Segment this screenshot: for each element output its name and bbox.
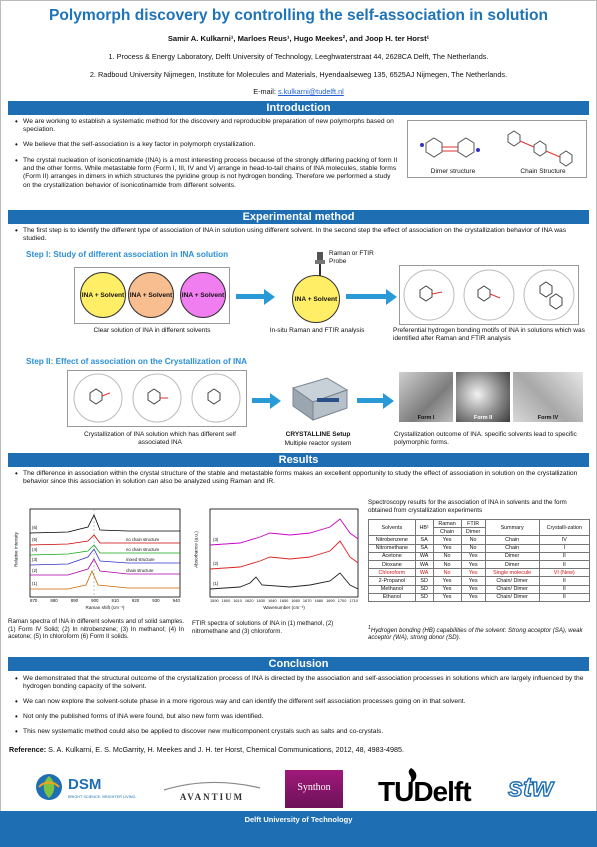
cell: SA: [415, 544, 433, 552]
probe-label: Raman or FTIR Probe: [329, 250, 374, 265]
arrow-right-icon-3: [270, 393, 281, 409]
results-bullet: • The difference in association within the crystal structure of the stable and metastable forms makes an excellent opportunity to study the effect of association in solution on the crystallization behavior since this association in solution can also be analyzed using Raman and IR.: [14, 470, 586, 486]
caption-motifs: Preferential hydrogen bonding motifs of INA in solutions which was identified after Raman and FTIR analysis: [393, 327, 585, 342]
cell: SD: [415, 577, 433, 585]
arrow-right-icon-2: [386, 289, 397, 305]
table-row: [369, 577, 590, 585]
table-row: [369, 560, 590, 568]
cell: Chain/ Dimer: [485, 585, 539, 593]
form-label-3: Form IV: [537, 415, 559, 421]
dsm-logo: [34, 770, 137, 806]
raman-tick: 880: [50, 598, 58, 603]
raman-series-label-6: (6): [32, 525, 38, 530]
cell: No: [433, 552, 461, 560]
raman-chart: [8, 497, 184, 615]
affiliation-1: 1. Process & Energy Laboratory, Delft University of Technology, Leeghwaterstraat 44, 2628CA Delft, The Netherlands.: [108, 52, 489, 61]
raman-tick: 890: [70, 598, 79, 603]
ftir-tick: 1660: [291, 598, 300, 603]
cell: VI (New): [539, 569, 589, 577]
intro-heading: Introduction: [8, 101, 589, 115]
table-note-text: Hydrogen bonding (HB) capabilities of the solvent: Strong acceptor (SA), weak acceptor (WA), strong donor (SD).: [368, 627, 583, 642]
ftir-series-2: [210, 541, 358, 569]
th-solvents: Solvents: [369, 520, 416, 536]
conclusion-bullet-3: • Not only the published forms of INA were found, but also new form was identified.: [14, 713, 586, 721]
footer-bar: [0, 811, 597, 847]
cell: No: [461, 536, 485, 544]
raman-series-6: [30, 515, 180, 533]
cell: Dimer: [485, 552, 539, 560]
ftir-tick: 1700: [337, 598, 347, 603]
conclusion-bullet-4: • This new systematic method could also be applied to discover new multicomponent crystals such as salts and co-crystals.: [14, 728, 586, 736]
cell: Yes: [461, 585, 485, 593]
step-1-title: Step I: Study of different association in INA solution: [26, 250, 229, 259]
cell: No: [461, 544, 485, 552]
cell: IV: [539, 536, 589, 544]
table-row: [369, 544, 590, 552]
results-table: [368, 519, 590, 602]
caption-clear-solution: Clear solution of INA in different solvents: [93, 327, 211, 334]
reference-label: Reference:: [9, 745, 47, 754]
raman-series-label-3: (3): [32, 557, 38, 562]
form-label-1: Form I: [417, 415, 435, 421]
raman-series-label-4: (4): [32, 547, 38, 552]
reference-text: S. A. Kulkarni, E. S. McGarrity, H. Meekes and J. H. ter Horst, Chemical Communications, 2012, 48, 4983-4985.: [46, 745, 404, 754]
cell: No: [433, 569, 461, 577]
cell: Yes: [433, 593, 461, 601]
cell: Ethanol: [369, 593, 416, 601]
cell: Nitrobenzene: [369, 536, 416, 544]
raman-note-2: no chain structure: [126, 547, 160, 552]
cell: Yes: [461, 569, 485, 577]
ftir-series-3: [210, 519, 358, 545]
cell: Yes: [433, 544, 461, 552]
th-raman: Raman: [433, 520, 461, 528]
setup-title: CRYSTALLINE Setup: [285, 431, 351, 438]
raman-xlabel: Raman shift (cm⁻¹): [85, 605, 125, 610]
chain-label: Chain Structure: [520, 168, 566, 175]
table-row: [369, 552, 590, 560]
method-heading: Experimental method: [8, 210, 589, 224]
caption-outcome: Crystallization outcome of INA. specific solvents lead to specific polymorphic forms.: [394, 431, 577, 446]
chain-drawing: [508, 131, 572, 166]
raman-caption: Raman spectra of INA in different solvents and of solid samples. (1) Form IV Solid; (2) In nitrobenzene; (3) In methanol; (4) In acetone; (5) In chloroform (6) Form II solids.: [8, 618, 184, 641]
ftir-series-label-1: (1): [213, 581, 219, 586]
cell: WA: [415, 552, 433, 560]
ftir-caption: FTIR spectra of solutions of INA in (1) methanol, (2) nitromethane and (3) chloroform.: [192, 620, 334, 635]
th-hb: HB¹: [415, 520, 433, 536]
ftir-chart: [190, 497, 362, 615]
dimer-label: Dimer structure: [430, 168, 476, 175]
ftir-tick: 1610: [233, 598, 242, 603]
dsm-wordmark: DSM: [68, 776, 102, 793]
raman-tick: 900: [91, 598, 99, 603]
conclusion-bullet-2: • We can now explore the solvent-solute phase in a more rigorous way and can identify the different self association processes going on in that solvent.: [14, 698, 586, 706]
cell: Dioxane: [369, 560, 416, 568]
solution-circle-pink: INA + Solvent: [180, 272, 226, 318]
ftir-series-label-2: (2): [213, 561, 219, 566]
cell: SD: [415, 593, 433, 601]
avantium-wordmark: AVANTIUM: [179, 792, 245, 802]
ftir-tick: 1640: [268, 598, 277, 603]
solution-circle-yellow: INA + Solvent: [80, 272, 126, 318]
footer-text: Delft University of Technology: [244, 815, 353, 824]
cell: Yes: [433, 585, 461, 593]
method-bullet: • The first step is to identify the different type of association of INA in solution using different solvent. In the second step the effect of association on the crystallization behavior of INA was studied.: [14, 227, 586, 243]
email-line: [0, 87, 597, 96]
raman-tick: 870: [30, 598, 38, 603]
cell: 2-Propanol: [369, 577, 416, 585]
th-crystallization: Crystalli-zation: [539, 520, 589, 536]
dsm-tagline: BRIGHT SCIENCE. BRIGHTER LIVING.: [68, 795, 137, 799]
step-2-title: Step II: Effect of association on the Crystallization of INA: [26, 357, 248, 366]
setup-subtitle: Multiple reactor system: [284, 440, 352, 447]
cell: Methanol: [369, 585, 416, 593]
cell: II: [539, 593, 589, 601]
table-header-row: [369, 520, 590, 528]
cell: WA: [415, 569, 433, 577]
dsm-emblem-icon: [34, 772, 64, 802]
stw-wordmark: stw: [508, 772, 554, 802]
cell: Chain/ Dimer: [485, 577, 539, 585]
arrow-shaft-3: [252, 398, 272, 403]
crystalline-setup-image: [287, 372, 351, 424]
caption-insitu: In-situ Raman and FTIR analysis: [269, 327, 365, 334]
motif-drawings: [400, 266, 578, 324]
cell: WA: [415, 560, 433, 568]
cell: Yes: [461, 552, 485, 560]
ftir-tick: 1690: [326, 598, 335, 603]
cell: II: [539, 552, 589, 560]
affiliation-2: 2. Radboud University Nijmegen, Institute for Molecules and Materials, Hyendaalseweg 135, 6525AJ Nijmegen, The Netherlands.: [89, 70, 508, 79]
table-note: $^1$Hydrogen bonding (HB) capabilities of the solvent: Strong acceptor (SA), weak acceptor (WA), strong donor (SD).: [368, 625, 583, 642]
cell: I: [539, 544, 589, 552]
ftir-ylabel: Absorbance (a.u.): [193, 531, 199, 568]
arrow-shaft-2: [346, 294, 388, 299]
cell: Dimer: [485, 560, 539, 568]
ftir-xticks: [210, 598, 358, 603]
ftir-series-label-3: (3): [213, 537, 219, 542]
cell: SD: [415, 585, 433, 593]
raman-note-4: chain structure: [126, 568, 154, 573]
table-row: [369, 593, 590, 601]
intro-bullet-3: • The crystal nucleation of isonicotinamide (INA) is a most interesting process because of the strongly differing packing of form II and the other forms. While metastable form (Form I, III, IV and V) arrange in head-to-tail chains of INA molecules, stable forms (Form II) arranges in dimers in which structures the pyridine group is not hydrogen bonding. Therefore we performed a study on the crystallization behavior of isonicotinamide from different solvents.: [14, 157, 399, 190]
raman-tick: 940: [172, 598, 180, 603]
results-heading: Results: [8, 453, 589, 467]
dimer-drawing: [420, 138, 480, 157]
cell: Chain/ Dimer: [485, 593, 539, 601]
intro-bullet-1: • We are working to establish a systematic method for the discovery and reproducible preparation of new polymorphs based on speciation.: [14, 118, 399, 134]
raman-tick: 910: [111, 598, 119, 603]
conclusion-bullet-1: • We demonstrated that the structural outcome of the crystallization process of INA is directed by the association and self-association processes in solutions which are largely influenced by the hydrogen bonding capacity of the solvent.: [14, 675, 586, 691]
arrow-shaft-4: [357, 398, 385, 403]
raman-series-label-2: (2): [32, 568, 38, 573]
tudelft-logo: [378, 766, 504, 806]
ftir-tick: 1600: [221, 598, 231, 603]
raman-series-label-5: (5): [32, 537, 38, 542]
raman-tick: 920: [131, 598, 140, 603]
association-panel: [67, 370, 247, 427]
ftir-tick: 1650: [279, 598, 289, 603]
raman-note-1: no chain structure: [126, 537, 160, 542]
table-row-highlight: [369, 569, 590, 577]
raman-series-label-1: (1): [32, 581, 38, 586]
ftir-series-1: [210, 573, 358, 589]
cell: Yes: [433, 577, 461, 585]
analysis-circle: INA + Solvent: [292, 275, 340, 323]
cell: Chloroform: [369, 569, 416, 577]
table-row: [369, 536, 590, 544]
th-dimer: Dimer: [461, 528, 485, 536]
cell: II: [539, 560, 589, 568]
conclusion-heading: Conclusion: [8, 657, 589, 671]
synthon-wordmark: Synthon: [297, 782, 331, 793]
email-link[interactable]: s.kulkarni@tudelft.nl: [277, 87, 344, 96]
raman-ylabel: Relative Intensity: [13, 532, 19, 567]
cell: Acetone: [369, 552, 416, 560]
th-chain: Chain: [433, 528, 461, 536]
arrow-right-icon: [264, 289, 275, 305]
cell: SA: [415, 536, 433, 544]
ftir-xlabel: Wavenumber (cm⁻¹): [263, 605, 305, 610]
association-drawings: [68, 371, 246, 426]
ftir-tick: 1620: [244, 598, 254, 603]
ftir-tick: 1670: [302, 598, 312, 603]
avantium-swoosh-icon: [160, 778, 264, 792]
cell: Chain: [485, 536, 539, 544]
form-label-2: Form II: [473, 415, 493, 421]
email-label: E-mail:: [253, 87, 278, 96]
arrow-right-icon-4: [383, 393, 394, 409]
th-summary: Summary: [485, 520, 539, 536]
raman-tick: 930: [152, 598, 160, 603]
motifs-panel: [399, 265, 579, 325]
ftir-tick: 1680: [314, 598, 324, 603]
cell: Yes: [461, 560, 485, 568]
ftir-tick: 1630: [256, 598, 266, 603]
solution-circle-orange: INA + Solvent: [128, 272, 174, 318]
cell: Yes: [461, 577, 485, 585]
ftir-tick: 1590: [210, 598, 219, 603]
th-ftir: FTIR: [461, 520, 485, 528]
cell: Single molecule: [485, 569, 539, 577]
cell: II: [539, 577, 589, 585]
caption-crystallization: Crystallization of INA solution which has different self associated INA: [84, 431, 236, 446]
table-intro: Spectroscopy results for the association of INA in solvents and the form obtained from crystallization experiments: [368, 499, 567, 514]
raman-note-3: mixed structure: [126, 557, 155, 562]
cell: Yes: [461, 593, 485, 601]
cell: Nitromethane: [369, 544, 416, 552]
authors: Samir A. Kulkarni¹, Marloes Reus¹, Hugo Meekes², and Joop H. ter Horst¹: [167, 34, 430, 43]
cell: Chain: [485, 544, 539, 552]
table-row: [369, 585, 590, 593]
tudelft-wordmark: TUDelft: [378, 776, 471, 807]
raman-xticks: [30, 598, 180, 603]
cell: Yes: [433, 536, 461, 544]
intro-bullet-2: • We believe that the self-association is a key factor in polymorph crystallization.: [14, 141, 399, 149]
poster-title: Polymorph discovery by controlling the self-association in solution: [48, 7, 549, 24]
cell: II: [539, 585, 589, 593]
synthon-logo: [285, 770, 343, 808]
avantium-logo: [160, 778, 264, 806]
ftir-tick: 1710: [349, 598, 358, 603]
arrow-shaft: [236, 294, 266, 299]
reference: [9, 745, 404, 754]
cell: No: [433, 560, 461, 568]
stw-logo: [508, 774, 590, 806]
